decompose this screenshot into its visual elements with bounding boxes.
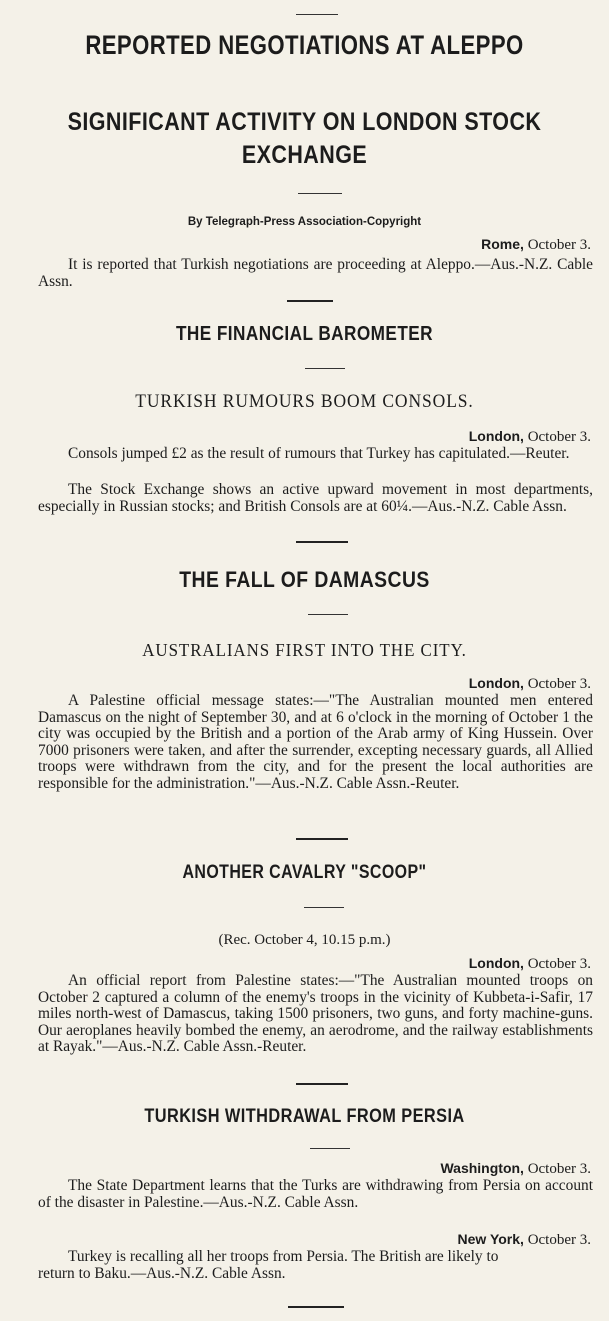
dateline-london-2: London, October 3. <box>468 675 591 692</box>
bottom-rule <box>288 1306 344 1308</box>
section-rule <box>296 838 348 840</box>
section-rule <box>296 1083 348 1085</box>
financial-subheading: TURKISH RUMOURS BOOM CONSOLS. <box>135 391 474 412</box>
received-note: (Rec. October 4, 10.15 p.m.) <box>218 932 391 948</box>
section-rule <box>296 541 348 543</box>
section-rule <box>304 907 344 908</box>
dateline-washington: Washington, October 3. <box>440 1160 591 1177</box>
cavalry-heading: ANOTHER CAVALRY "SCOOP" <box>182 862 427 883</box>
consols-paragraph: Consols jumped £2 as the result of rumours that Turkey has capitulated.—Reuter. <box>68 445 570 462</box>
baku-paragraph: Turkey is recalling all her troops from Persia. The British are likely to return to Baku.—Aus.-N.Z. Cable Assn. <box>38 1248 499 1282</box>
stock-exchange-paragraph: The Stock Exchange shows an active upward movement in most departments, especially in Russian stocks; and British Consols are at 60¼.—Aus.-N.Z. Cable Assn. <box>38 481 593 515</box>
damascus-heading: THE FALL OF DAMASCUS <box>179 567 430 592</box>
damascus-paragraph: A Palestine official message states:—"The Australian mounted men entered Damascus on the night of September 30, and at 6 o'clock in the morning of October 1 the city was occupied by the British and a portion of the Arab army of King Hussein. Over 7000 prisoners were taken, and after the surrender, excepting necessary guards, all Allied troops were withdrawn from the city, and for the present the local authorities are responsible for the administration."—Aus.-N.Z. Cable Assn.-Reuter. <box>38 692 593 792</box>
press-credit: By Telegraph-Press Association-Copyright <box>187 216 422 228</box>
section-rule <box>305 368 345 369</box>
dateline-new-york: New York, October 3. <box>457 1231 591 1248</box>
top-rule <box>296 14 338 15</box>
subheadline-line-2: EXCHANGE <box>241 141 368 169</box>
subheadline-line-1: SIGNIFICANT ACTIVITY ON LONDON STOCK <box>67 108 542 136</box>
section-rule <box>308 614 348 615</box>
cavalry-paragraph: An official report from Palestine states:—"The Australian mounted troops on October 2 captured a column of the enemy's troops in the vicinity of Kubbeta-i-Safir, 17 miles north-west of Damascus, taking 1500 prisoners, two guns, and forty machine-guns. Our aeroplanes heavily bombed the enemy, an aerodrome, and the railway establishments at Rayak."—Aus.-N.Z. Cable Assn.-Reuter. <box>38 972 593 1055</box>
section-rule <box>310 1148 350 1149</box>
dateline-rome: Rome, October 3. <box>481 236 591 253</box>
dateline-london-3: London, October 3. <box>468 955 591 972</box>
main-headline: REPORTED NEGOTIATIONS AT ALEPPO <box>85 30 524 60</box>
section-rule <box>287 300 333 302</box>
persia-heading: TURKISH WITHDRAWAL FROM PERSIA <box>144 1106 465 1127</box>
financial-heading: THE FINANCIAL BAROMETER <box>175 323 434 345</box>
state-department-paragraph: The State Department learns that the Turks are withdrawing from Persia on account of the disaster in Palestine.—Aus.-N.Z. Cable Assn. <box>38 1177 593 1211</box>
aleppo-paragraph: It is reported that Turkish negotiations are proceeding at Aleppo.—Aus.-N.Z. Cable Assn. <box>38 256 593 290</box>
damascus-subheading: AUSTRALIANS FIRST INTO THE CITY. <box>142 640 467 660</box>
dateline-london-1: London, October 3. <box>468 428 591 445</box>
section-rule <box>298 193 342 194</box>
